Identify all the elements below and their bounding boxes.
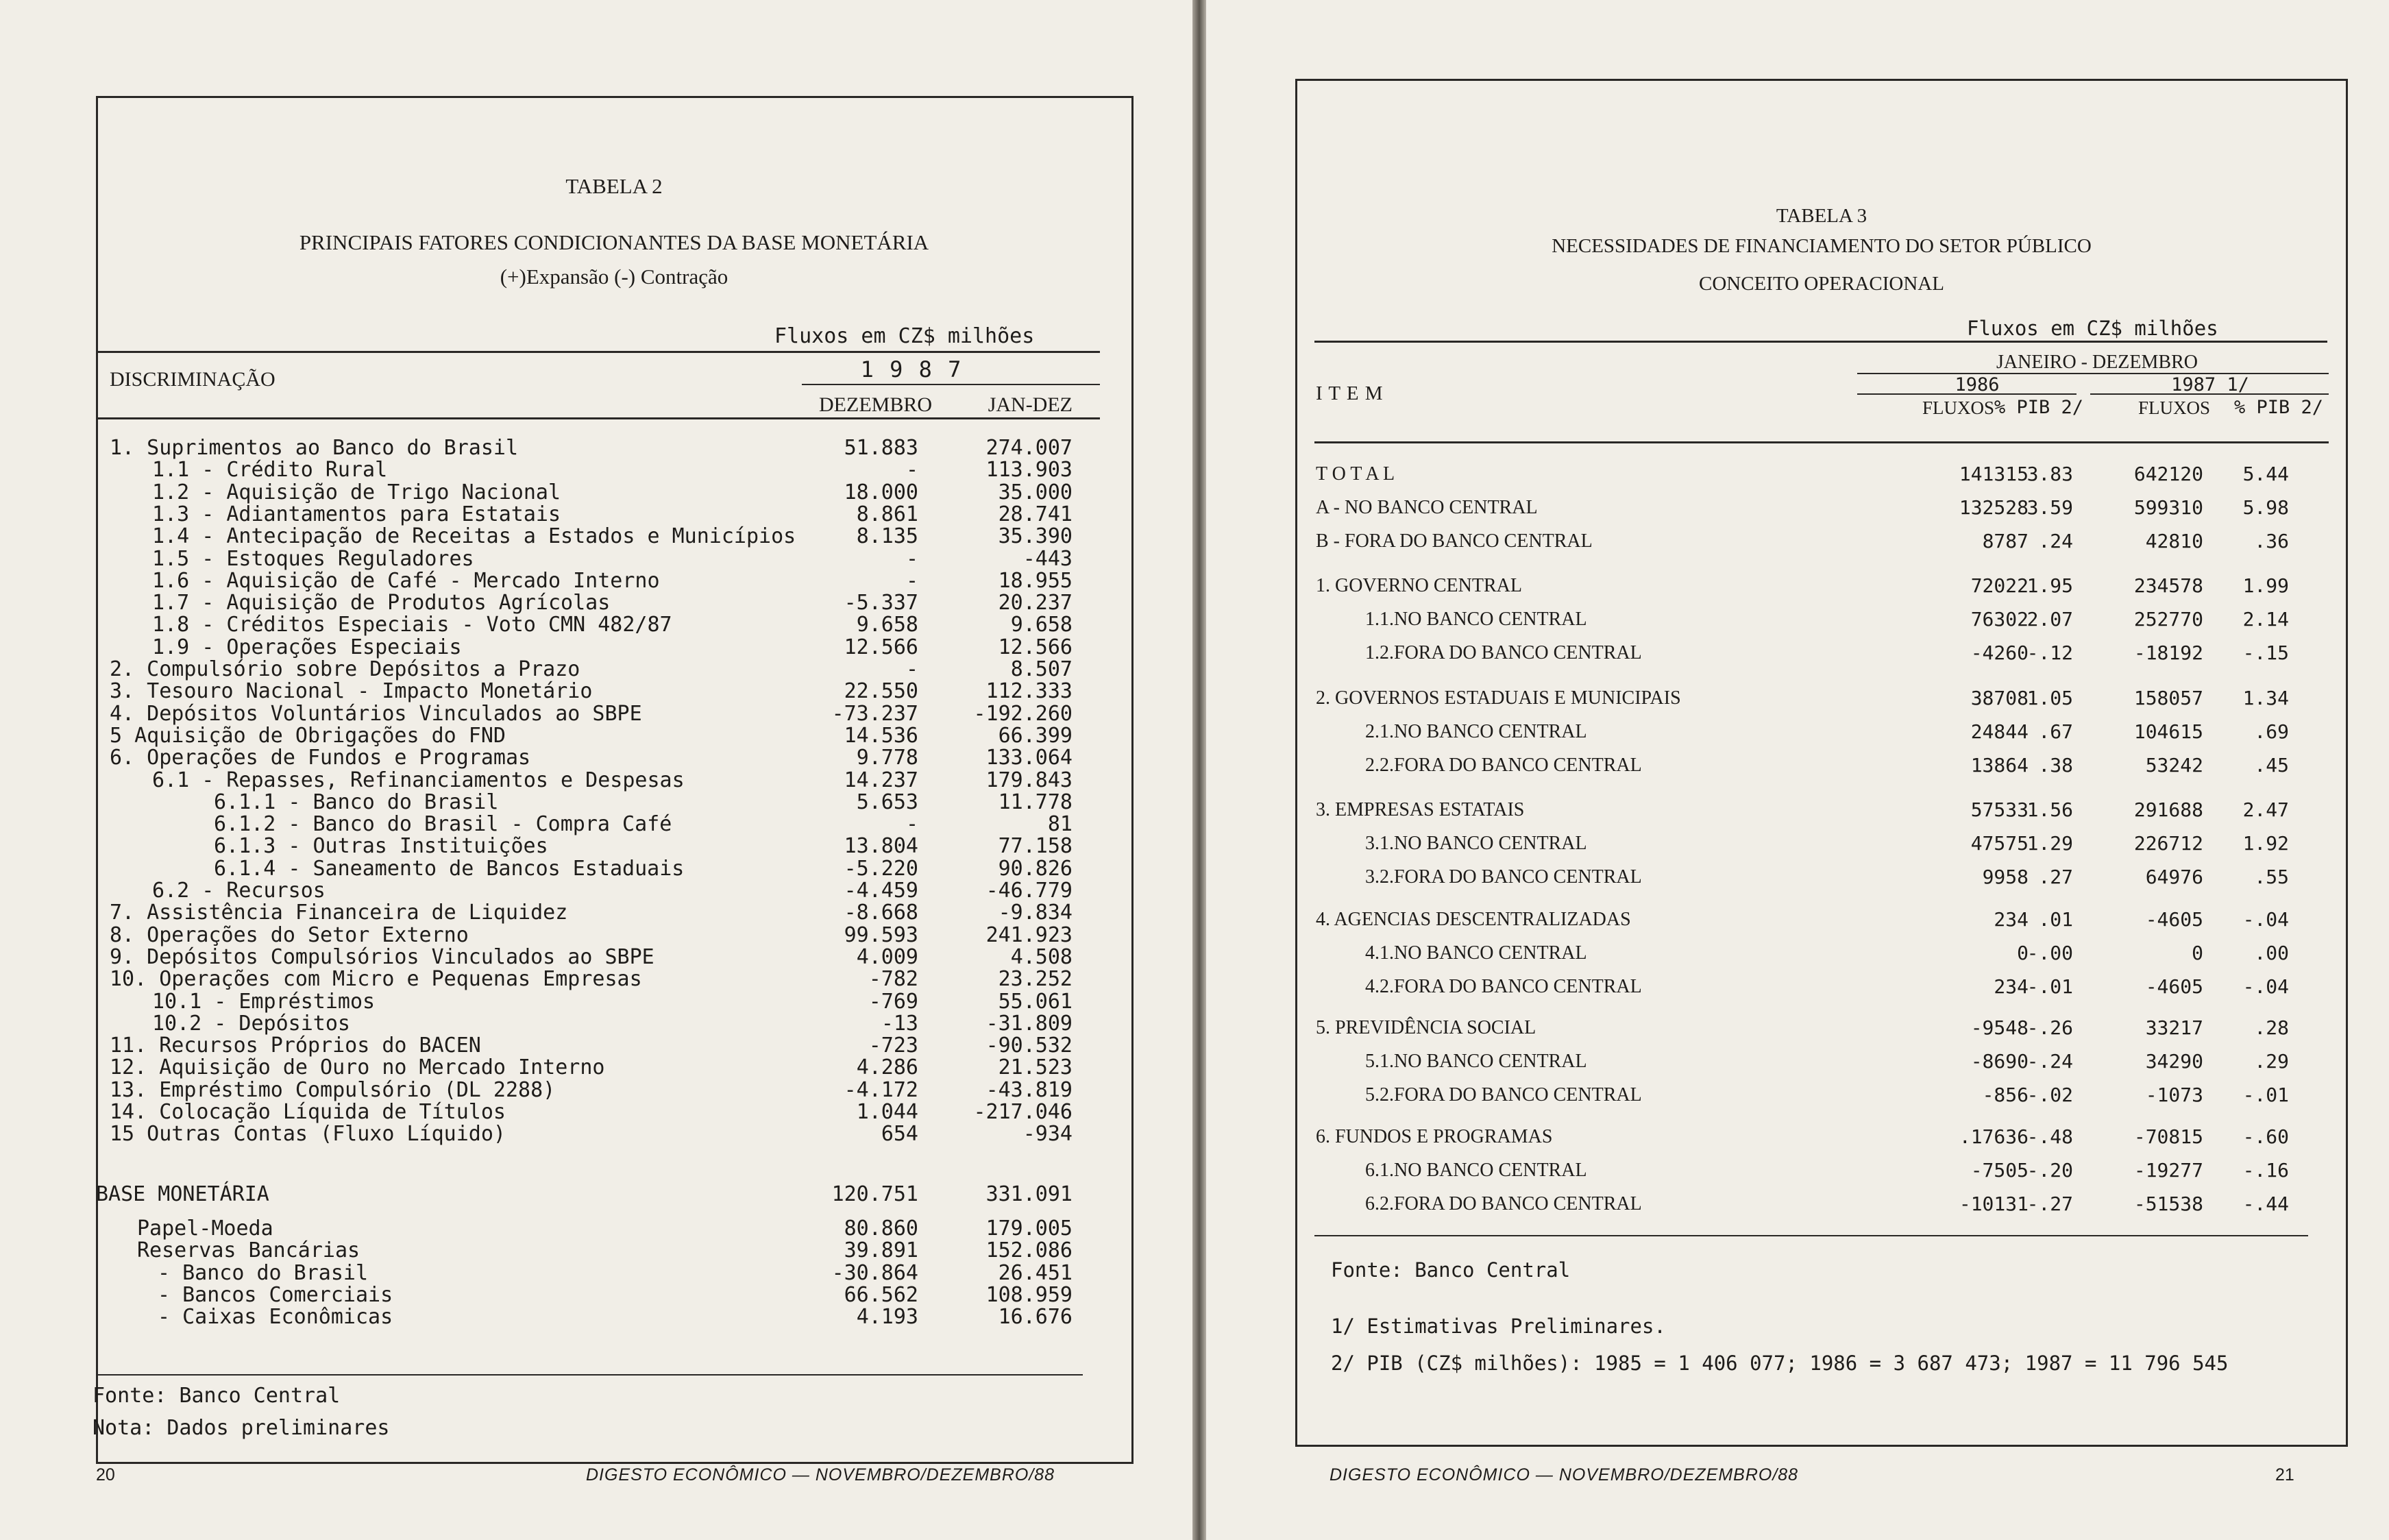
table-cell-pib-1987: 2.14 [2242, 608, 2289, 631]
table-cell-pib-1986: .01 [2038, 908, 2073, 931]
table-cell-dezembro: -769 [868, 990, 918, 1014]
table-cell-pib-1987: 1.99 [2242, 574, 2289, 597]
table-3-title: NECESSIDADES DE FINANCIAMENTO DO SETOR PÚBLICO [1552, 235, 2092, 257]
table-cell-fluxos-1986: 9958 [1982, 866, 2029, 888]
table-cell-jan-dez: 90.826 [998, 857, 1073, 881]
table-cell-jan-dez: 55.061 [998, 990, 1073, 1014]
table-cell-jan-dez: -9.834 [998, 901, 1073, 925]
table-cell-fluxos-1986: -9548 [1970, 1016, 2029, 1039]
table-cell-fluxos-1987: 34290 [2145, 1050, 2203, 1073]
table-cell-jan-dez: 77.158 [998, 834, 1073, 858]
table-cell-pib-1986: 1.05 [2026, 687, 2073, 709]
year-1986-header: 1986 [1955, 374, 2000, 395]
base-cell-jan-dez: 152.086 [985, 1238, 1073, 1262]
table-row-label: 2. GOVERNOS ESTADUAIS E MUNICIPAIS [1316, 687, 1681, 709]
year-1987-header: 1987 1/ [2171, 374, 2249, 395]
table-row-label: 1.1.NO BANCO CENTRAL [1365, 609, 1587, 630]
table-cell-fluxos-1986: .17636 [1959, 1125, 2029, 1148]
table-row-label: 1.5 - Estoques Reguladores [152, 547, 474, 571]
table-row-label: B - FORA DO BANCO CENTRAL [1316, 530, 1593, 552]
table-cell-jan-dez: -90.532 [985, 1034, 1073, 1058]
table-cell-fluxos-1986: 234 [1994, 975, 2029, 998]
table-row-label: 6.1 - Repasses, Refinanciamentos e Despesas [152, 768, 685, 792]
table-cell-jan-dez: 18.955 [998, 569, 1073, 593]
table-cell-jan-dez: 274.007 [985, 436, 1073, 460]
table-cell-pib-1986: 1.29 [2026, 832, 2073, 855]
table-row-label: 1. Suprimentos ao Banco do Brasil [110, 436, 519, 460]
book-gutter [1192, 0, 1206, 1540]
table-cell-fluxos-1987: 53242 [2145, 754, 2203, 777]
table-cell-dezembro: - [905, 812, 918, 836]
header-rule-bottom [96, 417, 1100, 419]
table-cell-dezembro: -782 [868, 967, 918, 991]
table-cell-dezembro: 1.044 [856, 1100, 918, 1124]
table-cell-fluxos-1987: 33217 [2145, 1016, 2203, 1039]
t3-header-rule-top [1314, 341, 2327, 343]
table-3-note-1: 1/ Estimativas Preliminares. [1331, 1315, 1666, 1338]
table-cell-fluxos-1986: 8787 [1982, 530, 2029, 552]
table-cell-jan-dez: 113.903 [985, 458, 1073, 482]
table-cell-dezembro: 8.135 [856, 524, 918, 548]
table-cell-jan-dez: 21.523 [998, 1055, 1073, 1079]
right-page [1206, 0, 2389, 1540]
table-row-label: 1.2 - Aquisição de Trigo Nacional [152, 480, 561, 504]
table-cell-dezembro: 14.536 [844, 724, 918, 748]
table-3-source: Fonte: Banco Central [1331, 1258, 1571, 1282]
table-cell-jan-dez: 35.390 [998, 524, 1073, 548]
t3-footer-rule [1314, 1235, 2308, 1236]
table-cell-pib-1987: 2.47 [2242, 798, 2289, 821]
table-row-label: 14. Colocação Líquida de Títulos [110, 1100, 506, 1124]
table-row-label: 2.2.FORA DO BANCO CENTRAL [1365, 755, 1642, 776]
table-cell-fluxos-1986: -8690 [1970, 1050, 2029, 1073]
table-2-label: TABELA 2 [565, 174, 663, 198]
table-row-label: 9. Depósitos Compulsórios Vinculados ao SBPE [110, 945, 654, 969]
table-row-label: 6. FUNDOS E PROGRAMAS [1316, 1126, 1553, 1147]
table-row-label: 3.2.FORA DO BANCO CENTRAL [1365, 866, 1642, 888]
table-3-note-2: 2/ PIB (CZ$ milhões): 1985 = 1 406 077; 1986 = 3 687 473; 1987 = 11 796 545 [1331, 1352, 2229, 1375]
table-row-label: 3.1.NO BANCO CENTRAL [1365, 833, 1587, 854]
table-cell-dezembro: 13.804 [844, 834, 918, 858]
table-row-label: 6.2 - Recursos [152, 879, 326, 903]
table-row-label: 1.7 - Aquisição de Produtos Agrícolas [152, 591, 611, 615]
table-cell-pib-1986: .27 [2038, 866, 2073, 888]
table-cell-fluxos-1986: -7505 [1970, 1159, 2029, 1182]
table-cell-fluxos-1986: 38708 [1970, 687, 2029, 709]
header-rule-top [96, 351, 1100, 353]
table-cell-pib-1987: -.01 [2242, 1084, 2289, 1106]
table-cell-pib-1987: 5.98 [2242, 496, 2289, 519]
table-row-label: 1.4 - Antecipação de Receitas a Estados e Municípios [152, 524, 796, 548]
table-cell-pib-1987: .69 [2254, 720, 2289, 743]
table-row-label: 1.3 - Adiantamentos para Estatais [152, 502, 561, 526]
table-cell-jan-dez: -43.819 [985, 1078, 1073, 1102]
table-row-label: 6.2.FORA DO BANCO CENTRAL [1365, 1193, 1642, 1214]
table-cell-fluxos-1987: 226712 [2133, 832, 2203, 855]
table-cell-dezembro: 654 [881, 1122, 918, 1146]
table-cell-jan-dez: 9.658 [1010, 613, 1073, 637]
table-cell-jan-dez: 28.741 [998, 502, 1073, 526]
table-cell-jan-dez: 241.923 [985, 923, 1073, 947]
table-cell-pib-1986: .38 [2038, 754, 2073, 777]
table-row-label: A - NO BANCO CENTRAL [1316, 497, 1538, 518]
table-2-subtitle: (+)Expansão (-) Contração [500, 265, 728, 289]
table-cell-pib-1987: -.44 [2242, 1193, 2289, 1215]
table-cell-pib-1987: .29 [2254, 1050, 2289, 1073]
table-cell-dezembro: 22.550 [844, 679, 918, 703]
table-cell-pib-1987: -.16 [2242, 1159, 2289, 1182]
table-cell-pib-1987: .28 [2254, 1016, 2289, 1039]
table-cell-dezembro: - [905, 657, 918, 681]
table-cell-pib-1987: .45 [2254, 754, 2289, 777]
table-3-label: TABELA 3 [1776, 205, 1867, 227]
table-row-label: 6.1.1 - Banco do Brasil [214, 790, 499, 814]
base-cell-dezembro: -30.864 [831, 1261, 918, 1285]
table-cell-fluxos-1986: -856 [1982, 1084, 2029, 1106]
table-cell-fluxos-1986: 234 [1994, 908, 2029, 931]
table-cell-fluxos-1987: 0 [2192, 942, 2203, 964]
table-cell-pib-1986: -.48 [2026, 1125, 2073, 1148]
table-cell-pib-1987: 5.44 [2242, 463, 2289, 485]
table-cell-jan-dez: 35.000 [998, 480, 1073, 504]
table-cell-fluxos-1986: 13864 [1970, 754, 2029, 777]
table-row-label: 10. Operações com Micro e Pequenas Empresas [110, 967, 642, 991]
table-row-label: 4.2.FORA DO BANCO CENTRAL [1365, 976, 1642, 997]
table-cell-pib-1987: .55 [2254, 866, 2289, 888]
table-cell-dezembro: 4.009 [856, 945, 918, 969]
table-cell-fluxos-1987: 42810 [2145, 530, 2203, 552]
table-row-label: 1.8 - Créditos Especiais - Voto CMN 482/87 [152, 613, 672, 637]
table-cell-fluxos-1987: -70815 [2133, 1125, 2203, 1148]
table-cell-jan-dez: -217.046 [973, 1100, 1073, 1124]
year-1987-rule [2090, 393, 2329, 395]
table-cell-fluxos-1987: 642120 [2133, 463, 2203, 485]
table-row-label: 1.6 - Aquisição de Café - Mercado Interno [152, 569, 660, 593]
table-cell-jan-dez: 81 [1047, 812, 1073, 836]
table-cell-dezembro: 9.658 [856, 613, 918, 637]
table-row-label: 4. AGENCIAS DESCENTRALIZADAS [1316, 909, 1631, 930]
table-cell-jan-dez: -46.779 [985, 879, 1073, 903]
table-cell-pib-1987: .00 [2254, 942, 2289, 964]
table-cell-pib-1987: 1.92 [2242, 832, 2289, 855]
base-cell-jan-dez: 26.451 [998, 1261, 1073, 1285]
table-cell-dezembro: 18.000 [844, 480, 918, 504]
table-row-label: 5. PREVIDÊNCIA SOCIAL [1316, 1017, 1536, 1038]
table-row-label: 2.1.NO BANCO CENTRAL [1365, 721, 1587, 742]
table-cell-pib-1986: 1.95 [2026, 574, 2073, 597]
table-cell-fluxos-1987: 599310 [2133, 496, 2203, 519]
table-row-label: 13. Empréstimo Compulsório (DL 2288) [110, 1078, 556, 1102]
table-cell-dezembro: - [905, 458, 918, 482]
table-cell-jan-dez: 8.507 [1010, 657, 1073, 681]
running-footer-right: DIGESTO ECONÔMICO — NOVEMBRO/DEZEMBRO/88 [1330, 1465, 1799, 1484]
column-header-fluxos-1986: FLUXOS [1922, 398, 1994, 418]
table-row-label: 2. Compulsório sobre Depósitos a Prazo [110, 657, 580, 681]
table-cell-dezembro: -8.668 [844, 901, 918, 925]
table-cell-pib-1987: 1.34 [2242, 687, 2289, 709]
column-header-item: I T E M [1316, 382, 1384, 404]
base-row-label: - Banco do Brasil [158, 1261, 369, 1285]
table-row-label: 6. Operações de Fundos e Programas [110, 746, 531, 770]
table-row-label: 15 Outras Contas (Fluxo Líquido) [110, 1122, 506, 1146]
table-row-label: 1.9 - Operações Especiais [152, 635, 462, 659]
base-monetaria-label: BASE MONETÁRIA [96, 1182, 269, 1206]
table-cell-pib-1986: -.26 [2026, 1016, 2073, 1039]
table-cell-fluxos-1987: 252770 [2133, 608, 2203, 631]
column-header-dezembro: DEZEMBRO [819, 393, 932, 416]
table-row-label: 6.1.2 - Banco do Brasil - Compra Café [214, 812, 672, 836]
table-cell-dezembro: 8.861 [856, 502, 918, 526]
table-cell-fluxos-1987: -4605 [2145, 975, 2203, 998]
table-row-label: 5.1.NO BANCO CENTRAL [1365, 1051, 1587, 1072]
base-row-label: - Bancos Comerciais [158, 1283, 393, 1307]
table-cell-fluxos-1987: -18192 [2133, 641, 2203, 664]
table-row-label: 7. Assistência Financeira de Liquidez [110, 901, 568, 925]
table-cell-dezembro: 4.286 [856, 1055, 918, 1079]
table-cell-jan-dez: 12.566 [998, 635, 1073, 659]
table-cell-pib-1986: .67 [2038, 720, 2073, 743]
column-header-discriminacao: DISCRIMINAÇÃO [110, 368, 275, 391]
table-cell-pib-1986: 3.59 [2026, 496, 2073, 519]
period-header: JANEIRO - DEZEMBRO [1996, 352, 2198, 373]
table-cell-fluxos-1986: 72022 [1970, 574, 2029, 597]
table-cell-fluxos-1987: -19277 [2133, 1159, 2203, 1182]
table-cell-jan-dez: -443 [1022, 547, 1073, 571]
table-cell-pib-1986: 3.83 [2026, 463, 2073, 485]
table-cell-jan-dez: 20.237 [998, 591, 1073, 615]
table-cell-dezembro: -4.172 [844, 1078, 918, 1102]
table-row-label: 11. Recursos Próprios do BACEN [110, 1034, 481, 1058]
t3-header-rule-bottom [1314, 441, 2329, 443]
table-cell-fluxos-1987: 234578 [2133, 574, 2203, 597]
column-header-pib-1987: % PIB 2/ [2233, 397, 2323, 418]
table-cell-pib-1986: -.01 [2026, 975, 2073, 998]
table-cell-pib-1986: 2.07 [2026, 608, 2073, 631]
table-cell-pib-1986: -.27 [2026, 1193, 2073, 1215]
table-cell-fluxos-1987: -1073 [2145, 1084, 2203, 1106]
table-row-label: 3. Tesouro Nacional - Impacto Monetário [110, 679, 593, 703]
base-row-label: Reservas Bancárias [137, 1238, 360, 1262]
table-cell-pib-1987: .36 [2254, 530, 2289, 552]
table-cell-dezembro: 51.883 [844, 436, 918, 460]
table-cell-fluxos-1986: 132528 [1959, 496, 2029, 519]
table-row-label: 1. GOVERNO CENTRAL [1316, 575, 1522, 596]
table-row-label: 3. EMPRESAS ESTATAIS [1316, 799, 1525, 820]
table-cell-pib-1987: -.60 [2242, 1125, 2289, 1148]
table-cell-pib-1986: -.00 [2026, 942, 2073, 964]
table-row-label: 4. Depósitos Voluntários Vinculados ao SBPE [110, 702, 642, 726]
table-cell-jan-dez: 23.252 [998, 967, 1073, 991]
table-cell-fluxos-1986: -10131 [1959, 1193, 2029, 1215]
base-monetaria-jan-dez: 331.091 [985, 1182, 1073, 1206]
table-row-label: 6.1.4 - Saneamento de Bancos Estaduais [214, 857, 685, 881]
table-2-note: Nota: Dados preliminares [93, 1416, 390, 1440]
column-header-jan-dez: JAN-DEZ [988, 393, 1073, 416]
year-header: 1 9 8 7 [860, 356, 963, 382]
running-footer-left: DIGESTO ECONÔMICO — NOVEMBRO/DEZEMBRO/88 [586, 1465, 1055, 1484]
table-cell-dezembro: 14.237 [844, 768, 918, 792]
base-cell-dezembro: 80.860 [844, 1217, 918, 1240]
table-cell-dezembro: -5.337 [844, 591, 918, 615]
table-cell-dezembro: -5.220 [844, 857, 918, 881]
table-cell-dezembro: 9.778 [856, 746, 918, 770]
table-cell-fluxos-1987: 64976 [2145, 866, 2203, 888]
base-monetaria-dezembro: 120.751 [831, 1182, 918, 1206]
table-cell-fluxos-1987: 158057 [2133, 687, 2203, 709]
table-row-label: 6.1.NO BANCO CENTRAL [1365, 1160, 1587, 1181]
table-cell-fluxos-1986: 57533 [1970, 798, 2029, 821]
page-number-right: 21 [2275, 1465, 2294, 1484]
table-cell-pib-1986: -.24 [2026, 1050, 2073, 1073]
table-cell-fluxos-1987: 104615 [2133, 720, 2203, 743]
year-1986-rule [1857, 393, 2076, 395]
table-3-units: Fluxos em CZ$ milhões [1967, 317, 2218, 340]
table-cell-pib-1986: -.20 [2026, 1159, 2073, 1182]
table-3-subtitle: CONCEITO OPERACIONAL [1699, 273, 1944, 295]
table-cell-fluxos-1986: -4260 [1970, 641, 2029, 664]
table-cell-fluxos-1986: 141315 [1959, 463, 2029, 485]
table-cell-pib-1986: .24 [2038, 530, 2073, 552]
table-cell-jan-dez: 4.508 [1010, 945, 1073, 969]
table-cell-jan-dez: -934 [1022, 1122, 1073, 1146]
table-cell-fluxos-1987: -4605 [2145, 908, 2203, 931]
base-cell-jan-dez: 108.959 [985, 1283, 1073, 1307]
table-2-source: Fonte: Banco Central [93, 1384, 341, 1408]
base-cell-jan-dez: 16.676 [998, 1305, 1073, 1329]
table-cell-dezembro: 12.566 [844, 635, 918, 659]
table-row-label: 1.1 - Crédito Rural [152, 458, 388, 482]
table-cell-fluxos-1986: 0 [2017, 942, 2029, 964]
table-cell-pib-1986: 1.56 [2026, 798, 2073, 821]
table-cell-jan-dez: 133.064 [985, 746, 1073, 770]
table-cell-fluxos-1986: 76302 [1970, 608, 2029, 631]
table-row-label: 1.2.FORA DO BANCO CENTRAL [1365, 642, 1642, 663]
table-row-label: 6.1.3 - Outras Instituições [214, 834, 548, 858]
base-cell-dezembro: 66.562 [844, 1283, 918, 1307]
table-row-label: 5.2.FORA DO BANCO CENTRAL [1365, 1084, 1642, 1105]
table-cell-fluxos-1987: 291688 [2133, 798, 2203, 821]
table-row-label: T O T A L [1316, 463, 1395, 485]
page-number-left: 20 [96, 1465, 115, 1484]
year-rule [802, 384, 1100, 385]
table-2-units: Fluxos em CZ$ milhões [774, 324, 1035, 348]
footer-rule [96, 1374, 1083, 1376]
table-cell-jan-dez: 11.778 [998, 790, 1073, 814]
table-cell-jan-dez: 112.333 [985, 679, 1073, 703]
table-row-label: 10.1 - Empréstimos [152, 990, 376, 1014]
table-row-label: 5 Aquisição de Obrigações do FND [110, 724, 506, 748]
table-cell-jan-dez: -192.260 [973, 702, 1073, 726]
left-page [0, 0, 1192, 1540]
base-row-label: - Caixas Econômicas [158, 1305, 393, 1329]
table-row-label: 12. Aquisição de Ouro no Mercado Interno [110, 1055, 605, 1079]
table-cell-fluxos-1986: 24844 [1970, 720, 2029, 743]
table-2-title: PRINCIPAIS FATORES CONDICIONANTES DA BASE MONETÁRIA [299, 230, 929, 254]
table-row-label: 8. Operações do Setor Externo [110, 923, 469, 947]
table-cell-pib-1987: -.04 [2242, 908, 2289, 931]
table-cell-dezembro: -723 [868, 1034, 918, 1058]
table-row-label: 4.1.NO BANCO CENTRAL [1365, 942, 1587, 964]
table-cell-jan-dez: -31.809 [985, 1012, 1073, 1036]
table-cell-dezembro: 5.653 [856, 790, 918, 814]
table-cell-dezembro: -73.237 [831, 702, 918, 726]
base-cell-dezembro: 4.193 [856, 1305, 918, 1329]
table-row-label: 10.2 - Depósitos [152, 1012, 350, 1036]
base-row-label: Papel-Moeda [137, 1217, 273, 1240]
base-cell-dezembro: 39.891 [844, 1238, 918, 1262]
table-cell-dezembro: -4.459 [844, 879, 918, 903]
table-cell-jan-dez: 179.843 [985, 768, 1073, 792]
table-cell-fluxos-1986: 47575 [1970, 832, 2029, 855]
table-cell-dezembro: 99.593 [844, 923, 918, 947]
table-cell-pib-1987: -.04 [2242, 975, 2289, 998]
column-header-pib-1986: % PIB 2/ [1994, 397, 2084, 418]
base-cell-jan-dez: 179.005 [985, 1217, 1073, 1240]
table-cell-pib-1987: -.15 [2242, 641, 2289, 664]
table-cell-dezembro: - [905, 569, 918, 593]
table-cell-pib-1986: -.02 [2026, 1084, 2073, 1106]
table-cell-pib-1986: -.12 [2026, 641, 2073, 664]
column-header-fluxos-1987: FLUXOS [2137, 398, 2210, 418]
table-cell-fluxos-1987: -51538 [2133, 1193, 2203, 1215]
table-cell-dezembro: - [905, 547, 918, 571]
table-cell-jan-dez: 66.399 [998, 724, 1073, 748]
table-cell-dezembro: -13 [881, 1012, 918, 1036]
